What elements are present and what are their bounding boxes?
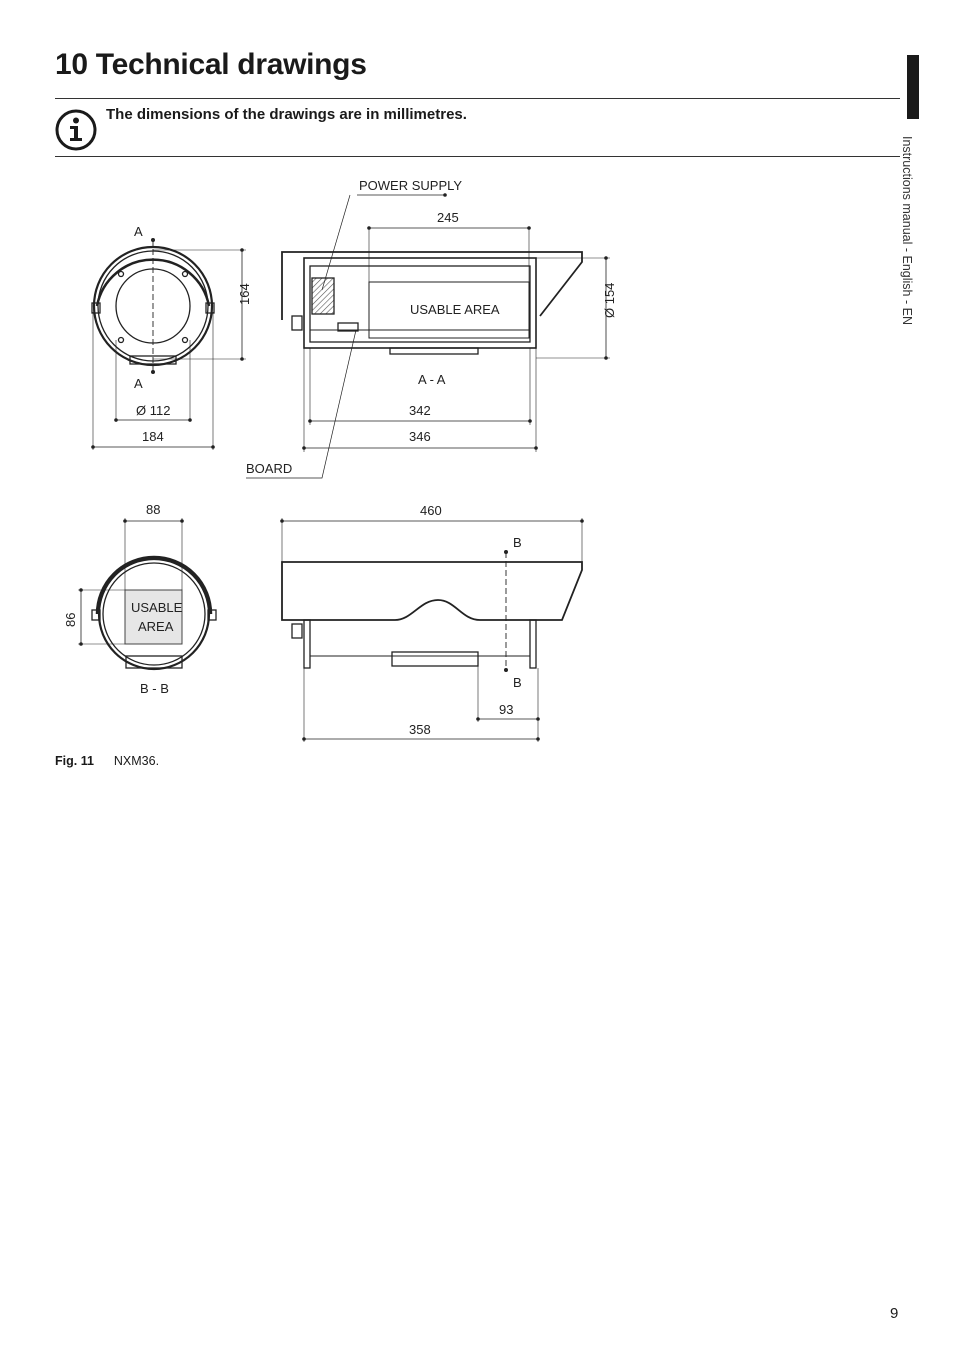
power-supply-label: POWER SUPPLY [359,178,463,193]
side-label: Instructions manual - English - EN [900,136,914,325]
board-label: BOARD [246,461,293,476]
section-aa-label: A - A [418,372,446,387]
usable-area-line1: USABLE [131,600,183,615]
dim-154: Ø 154 [602,282,617,318]
section-b-bottom-label: B [513,675,522,690]
dim-164: 164 [237,283,252,305]
note-text: The dimensions of the drawings are in millimetres. [106,106,467,123]
usable-area-line2: AREA [138,619,174,634]
dim-346: 346 [409,429,431,444]
dim-88: 88 [146,502,161,517]
section-a-bottom-label: A [134,376,143,391]
section-b-top-label: B [513,535,522,550]
dim-86: 86 [63,612,78,627]
figure-label: Fig. 11 [55,754,94,768]
section-bb-label: B - B [140,681,169,696]
dim-245: 245 [437,210,459,225]
dim-93: 93 [499,702,514,717]
dim-358: 358 [409,722,431,737]
figure-caption-text: NXM36. [113,754,160,768]
side-view [282,518,582,742]
dim-342: 342 [409,403,431,418]
usable-area-label: USABLE AREA [410,302,500,317]
dim-460: 460 [420,503,442,518]
dim-112: Ø 112 [136,403,171,418]
page-number: 9 [890,1305,899,1322]
page-title: 10 Technical drawings [55,48,367,81]
section-bb-view [78,518,216,669]
figure-caption [55,754,159,768]
section-a-top-label: A [134,224,143,239]
dim-184: 184 [142,429,164,444]
